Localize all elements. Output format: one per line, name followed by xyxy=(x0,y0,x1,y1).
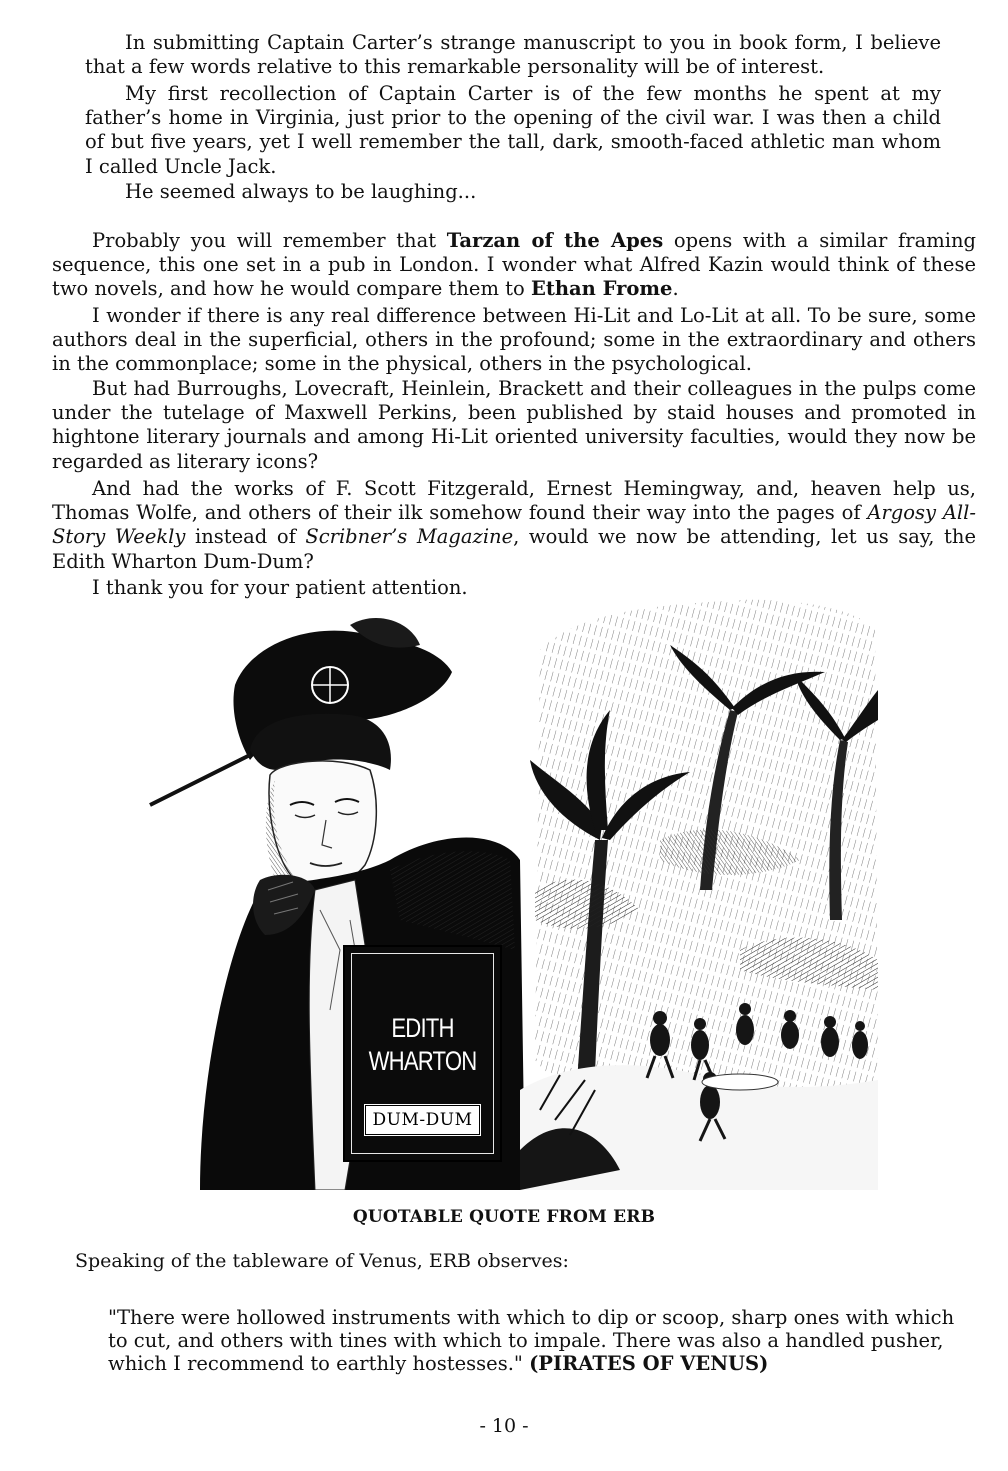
book-title-line-1: EDITH xyxy=(391,1013,454,1043)
body-text: But had Burroughs, Lovecraft, Heinlein, Brackett and their colleagues in the pulps come under the tutelage of Maxwell Perkins, been published by staid houses and promoted in hightone literary journals and among Hi-Lit oriented university faculties, would they now be regarded as literary icons? xyxy=(52,377,976,473)
book-cover xyxy=(343,945,502,1162)
book-title-tarzan: Tarzan of the Apes xyxy=(446,229,664,252)
magazine-title-argosy: Argosy All-Story Weekly xyxy=(52,501,976,549)
body-text: Probably you will remember that xyxy=(92,229,447,252)
illustration xyxy=(140,590,880,1190)
page-number: - 10 - xyxy=(479,1415,529,1437)
body-text: instead of xyxy=(185,525,306,549)
quote-text: "There were hollowed instruments with which to dip or scoop, sharp ones with which to cut, and others with tines with which to impale. There was also a handled pusher, which I recommend to earthly hostesses." xyxy=(108,1306,955,1375)
book-title-line-2: WHARTON xyxy=(368,1046,477,1076)
section-heading: QUOTABLE QUOTE FROM ERB xyxy=(352,1207,656,1227)
quote-source: (PIRATES OF VENUS) xyxy=(529,1352,769,1375)
excerpt-paragraph-2 xyxy=(85,82,941,179)
book-cover-title xyxy=(359,1012,486,1078)
body-text: And had the works of F. Scott Fitzgerald, Ernest Hemingway, and, heaven help us, Thomas Wolfe, and others of their ilk somehow found their way into the pages of xyxy=(52,477,976,525)
book-cover-badge: DUM-DUM xyxy=(365,1105,480,1135)
body-paragraph-3 xyxy=(52,377,976,474)
jungle-scene xyxy=(520,600,878,1190)
body-text: I wonder if there is any real difference between Hi-Lit and Lo-Lit at all. To be sure, some authors deal in the superficial, others in the profound; some in the extraordinary and others in the commonplace; some in the physical, others in the psychological. xyxy=(52,304,976,376)
body-text: . xyxy=(672,277,679,301)
book-title-ethan-frome: Ethan Frome xyxy=(530,277,673,301)
body-text: opens with a similar framing sequence, this one set in a pub in London. I wonder what Alfred Kazin would think of these two novels, and how he would compare them to xyxy=(52,229,976,301)
body-text: I thank you for your patient attention. xyxy=(92,576,468,599)
excerpt-text-2: My first recollection of Captain Carter is of the few months he spent at my father’s home in Virginia, just prior to the opening of the civil war. I was then a child of but five years, yet I well remember the tall, dark, smooth-faced athletic man whom I called Uncle Jack. xyxy=(85,82,941,178)
excerpt-paragraph-3 xyxy=(85,180,941,204)
erb-quote xyxy=(108,1306,958,1375)
excerpt-text-3: He seemed always to be laughing... xyxy=(125,180,477,203)
body-paragraph-4 xyxy=(52,477,976,574)
magazine-title-scribners: Scribner’s Magazine xyxy=(305,525,514,549)
excerpt-paragraph-1 xyxy=(85,31,941,79)
quote-intro: Speaking of the tableware of Venus, ERB observes: xyxy=(75,1250,569,1272)
body-paragraph-1 xyxy=(52,229,976,302)
body-text: , would we now be attending, let us say, the Edith Wharton Dum-Dum? xyxy=(52,525,976,573)
body-paragraph-2 xyxy=(52,304,976,377)
excerpt-text-1: In submitting Captain Carter’s strange manuscript to you in book form, I believe that a few words relative to this remarkable personality will be of interest. xyxy=(85,31,941,79)
